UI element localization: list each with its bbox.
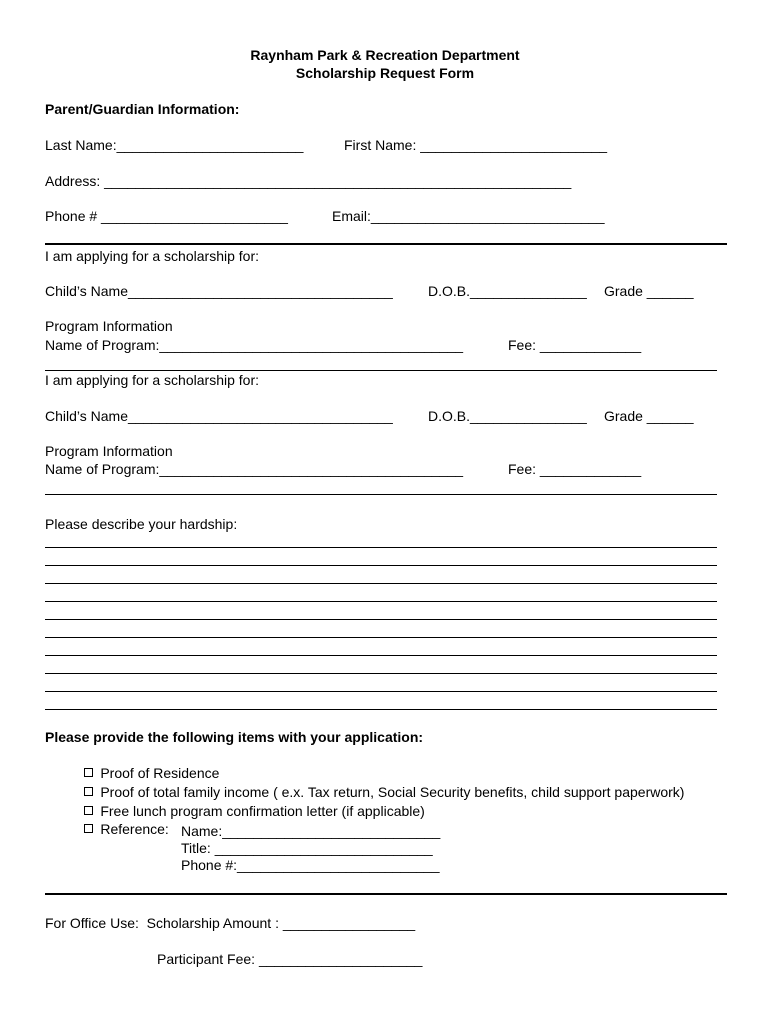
checklist-item-label: Reference: — [100, 821, 169, 837]
checkbox-icon[interactable] — [84, 824, 93, 833]
reference-phone-field[interactable]: Phone #:__________________________ — [181, 857, 440, 873]
email-field[interactable]: Email:______________________________ — [332, 208, 605, 224]
participant-fee-field[interactable]: Participant Fee: _____________________ — [157, 951, 423, 967]
child-name-field[interactable]: Child’s Name__________________________________ — [45, 283, 393, 299]
application-intro: I am applying for a scholarship for: — [45, 372, 259, 388]
reference-name-field[interactable]: Name:____________________________ — [181, 823, 441, 839]
section-divider — [45, 243, 727, 245]
hardship-line[interactable] — [45, 637, 717, 638]
address-field[interactable]: Address: ____________________________________________________________ — [45, 173, 572, 189]
hardship-line[interactable] — [45, 619, 717, 620]
program-name-field[interactable]: Name of Program:_______________________________________ — [45, 461, 464, 477]
scholarship-amount-field[interactable]: For Office Use: Scholarship Amount : _________________ — [45, 915, 416, 931]
items-heading: Please provide the following items with your application: — [45, 729, 424, 745]
hardship-line[interactable] — [45, 655, 717, 656]
hardship-label: Please describe your hardship: — [45, 516, 238, 532]
hardship-line[interactable] — [45, 547, 717, 548]
first-name-field[interactable]: First Name: ________________________ — [344, 137, 608, 153]
section-divider — [45, 494, 717, 495]
program-name-field[interactable]: Name of Program:_______________________________________ — [45, 337, 464, 353]
checklist-item-label: Proof of Residence — [100, 765, 220, 781]
fee-field[interactable]: Fee: _____________ — [508, 461, 642, 477]
hardship-line[interactable] — [45, 709, 717, 710]
hardship-line[interactable] — [45, 673, 717, 674]
section-divider — [45, 370, 717, 371]
hardship-line[interactable] — [45, 583, 717, 584]
dob-field[interactable]: D.O.B._______________ — [428, 283, 587, 299]
last-name-field[interactable]: Last Name:________________________ — [45, 137, 304, 153]
checklist-item[interactable] — [68, 804, 169, 855]
phone-field[interactable]: Phone # ________________________ — [45, 208, 288, 224]
program-info-label: Program Information — [45, 318, 173, 334]
hardship-line[interactable] — [45, 601, 717, 602]
program-info-label: Program Information — [45, 443, 173, 459]
fee-field[interactable]: Fee: _____________ — [508, 337, 642, 353]
grade-field[interactable]: Grade ______ — [604, 283, 694, 299]
hardship-line[interactable] — [45, 691, 717, 692]
form-title: Scholarship Request Form — [295, 65, 475, 81]
checklist-item-label: Proof of total family income ( e.x. Tax return, Social Security benefits, child support paperwork) — [100, 784, 685, 800]
org-title: Raynham Park & Recreation Department — [250, 47, 520, 63]
hardship-line[interactable] — [45, 565, 717, 566]
checklist-item-label: Free lunch program confirmation letter (if applicable) — [100, 803, 425, 819]
section-divider — [45, 893, 727, 895]
application-intro: I am applying for a scholarship for: — [45, 248, 259, 264]
parent-heading: Parent/Guardian Information: — [45, 101, 240, 117]
child-name-field[interactable]: Child’s Name__________________________________ — [45, 408, 393, 424]
dob-field[interactable]: D.O.B._______________ — [428, 408, 587, 424]
grade-field[interactable]: Grade ______ — [604, 408, 694, 424]
reference-title-field[interactable]: Title: ____________________________ — [181, 840, 433, 856]
